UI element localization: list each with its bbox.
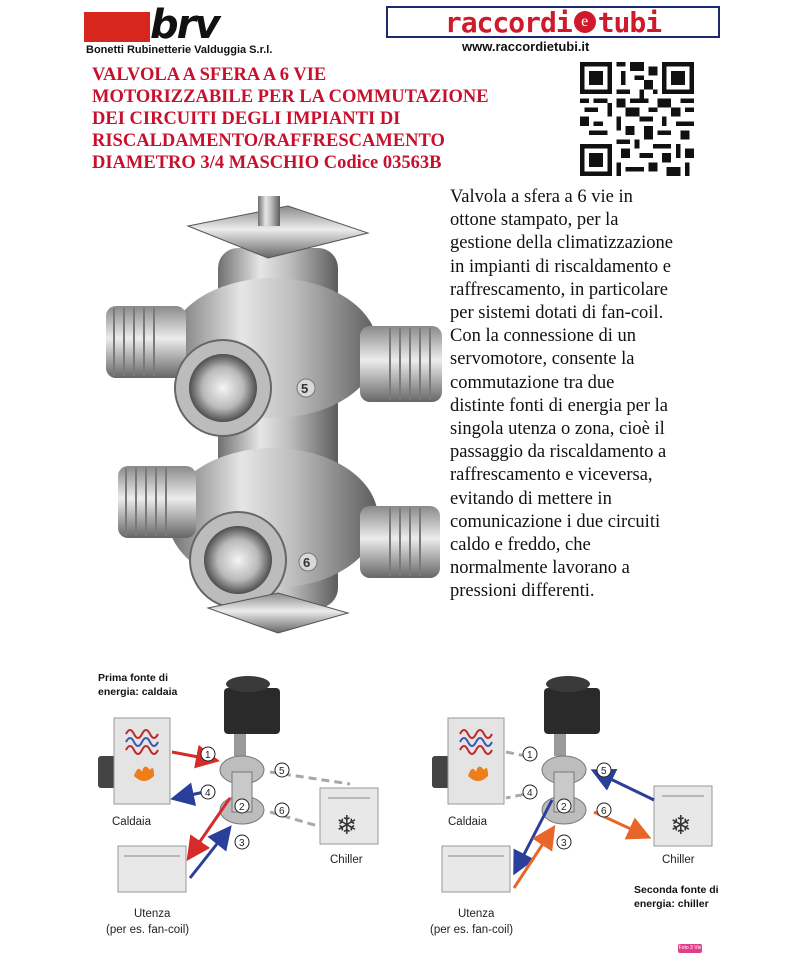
description-line: in impianti di riscaldamento e <box>450 256 671 277</box>
port-number: 5 <box>601 766 607 777</box>
brv-company-name: Bonetti Rubinetterie Valduggia S.r.l. <box>86 44 273 56</box>
user-label-note: (per es. fan-coil) <box>430 924 514 936</box>
chiller-label: Chiller <box>662 854 695 866</box>
website-url[interactable]: www.raccordietubi.it <box>462 39 590 54</box>
port-number: 6 <box>601 806 607 817</box>
brv-logo-word: brv <box>150 2 219 48</box>
description-line: Valvola a sfera a 6 vie in <box>450 187 633 207</box>
valve-icon <box>220 756 264 824</box>
port-label-5: 5 <box>301 381 309 396</box>
description-line: normalmente lavorano a <box>450 558 630 579</box>
svg-text:❄: ❄ <box>336 811 358 841</box>
rt-logo-e: e <box>574 11 596 33</box>
description-line: ottone stampato, per la <box>450 210 619 231</box>
product-title <box>92 64 572 174</box>
raccordi-e-tubi-logo <box>386 6 720 38</box>
qr-code[interactable] <box>580 62 694 176</box>
description-line: comunicazione i due circuiti <box>450 511 661 532</box>
port-number: 5 <box>279 766 285 777</box>
description-line: servomotore, consente la <box>450 349 635 370</box>
description-line: gestione della climatizzazione <box>450 233 673 254</box>
description-line: evitando di mettere in <box>450 488 612 509</box>
product-description <box>450 186 780 604</box>
port-number: 1 <box>205 750 211 761</box>
port-number: 3 <box>561 838 567 849</box>
diagram-heading-line: Seconda fonte di <box>634 884 719 896</box>
chiller-label: Chiller <box>330 854 363 866</box>
description-line: commutazione tra due <box>450 372 615 393</box>
fan-coil-icon <box>118 846 186 892</box>
port-label-6: 6 <box>303 555 311 570</box>
port-number: 2 <box>561 802 567 813</box>
fan-coil-icon <box>442 846 510 892</box>
boiler-label: Caldaia <box>112 816 151 828</box>
port-number: 6 <box>279 806 285 817</box>
diagram-heating-mode <box>84 660 434 950</box>
chiller-snowflake-icon <box>320 788 378 844</box>
diagram-left-graphic <box>84 660 434 950</box>
valve-photo <box>98 188 448 648</box>
description-line: Con la connessione di un <box>450 326 637 347</box>
chiller-snowflake-icon <box>654 786 712 846</box>
user-label-note: (per es. fan-coil) <box>106 924 190 936</box>
title-line: VALVOLA A SFERA A 6 VIE <box>92 65 327 85</box>
title-line: DIAMETRO 3/4 MASCHIO Codice 03563B <box>92 153 442 173</box>
title-line: DEI CIRCUITI DEGLI IMPIANTI DI <box>92 109 401 129</box>
description-line: passaggio da riscaldamento a <box>450 442 667 463</box>
diagram-right-graphic <box>418 660 768 950</box>
description-line: raffrescamento, in particolare <box>450 279 668 300</box>
brv-logo-red-bar <box>84 12 150 42</box>
description-line: pressioni differenti. <box>450 581 595 602</box>
diagram-heading-line: Prima fonte di <box>98 672 169 684</box>
port-number: 4 <box>205 788 211 799</box>
boiler-label: Caldaia <box>448 816 487 828</box>
port-number: 3 <box>239 838 245 849</box>
title-line: MOTORIZZABILE PER LA COMMUTAZIONE <box>92 87 489 107</box>
rt-logo-right: tubi <box>597 5 662 39</box>
actuator-icon <box>544 676 600 756</box>
valve-icon <box>542 756 586 824</box>
rt-logo-left: raccordi <box>444 5 572 39</box>
description-line: per sistemi dotati di fan-coil. <box>450 303 664 324</box>
diagram-heading-line: energia: chiller <box>634 898 709 910</box>
diagram-heading-line: energia: caldaia <box>98 686 178 698</box>
description-line: caldo e freddo, che <box>450 535 591 556</box>
boiler-icon <box>432 718 504 804</box>
actuator-icon <box>224 676 280 756</box>
port-number: 2 <box>239 802 245 813</box>
description-line: singola utenza o zona, cioè il <box>450 419 665 440</box>
diagram-cooling-mode <box>418 660 768 950</box>
svg-text:❄: ❄ <box>670 811 692 841</box>
user-label: Utenza <box>134 908 171 920</box>
user-label: Utenza <box>458 908 495 920</box>
description-line: distinte fonti di energia per la <box>450 395 668 416</box>
port-number: 1 <box>527 750 533 761</box>
port-number: 4 <box>527 788 533 799</box>
boiler-icon <box>98 718 170 804</box>
description-line: raffrescamento e viceversa, <box>450 465 653 486</box>
title-line: RISCALDAMENTO/RAFFRESCAMENTO <box>92 131 445 151</box>
brv-logo <box>84 2 273 56</box>
footer-badge: Foto 3 Vie <box>678 945 702 951</box>
